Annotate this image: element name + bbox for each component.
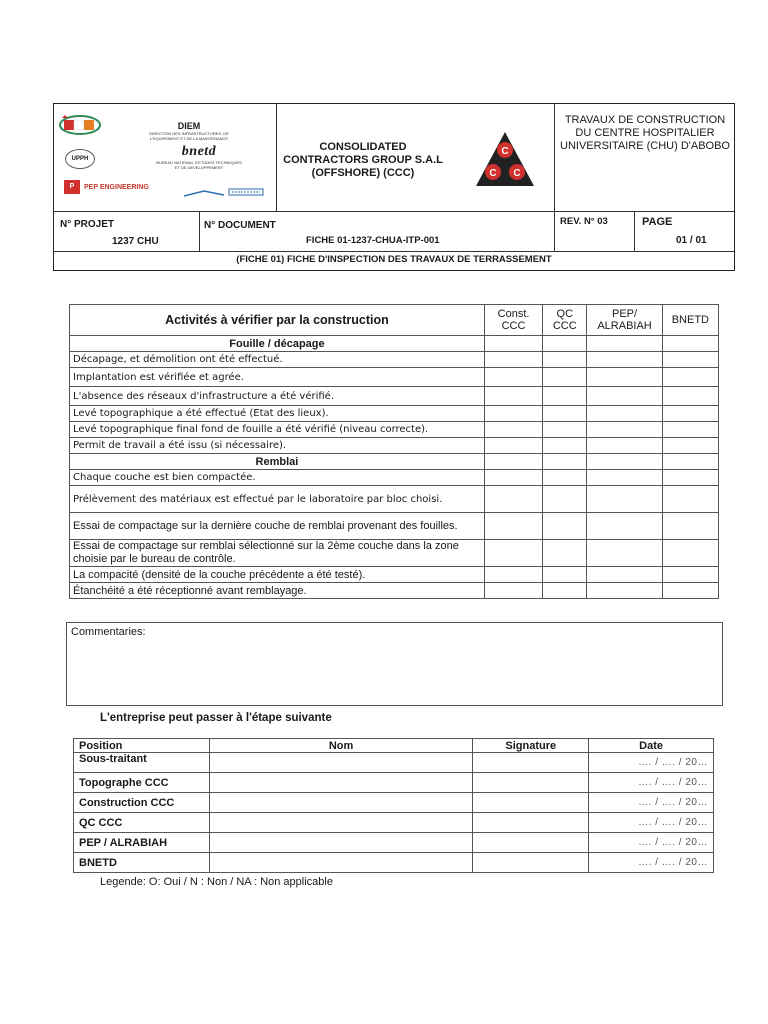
position-label: QC CCC <box>74 813 210 833</box>
nom-field[interactable] <box>209 833 472 853</box>
check-cell[interactable] <box>662 406 718 422</box>
legend: Legende: O: Oui / N : Non / NA : Non applicable <box>100 876 333 888</box>
ci-flag-logo <box>58 114 102 136</box>
signature-table <box>73 738 714 873</box>
check-cell[interactable] <box>484 583 542 599</box>
partner-logo <box>184 184 264 194</box>
activity-label: La compacité (densité de la couche précédente a été testé). <box>70 567 485 583</box>
col-qc: QC CCC <box>543 305 587 336</box>
table-row <box>70 583 719 599</box>
activity-label: Essai de compactage sur remblai sélectionné sur la 2ème couche dans la zone choisie par le bureau de contrôle. <box>70 540 485 567</box>
table-row <box>70 486 719 513</box>
col-const: Const. CCC <box>484 305 542 336</box>
project-title: TRAVAUX DE CONSTRUCTION DU CENTRE HOSPITALIER UNIVERSITAIRE (CHU) D'ABOBO <box>560 114 730 152</box>
nom-field[interactable] <box>209 753 472 773</box>
check-cell[interactable] <box>484 513 542 540</box>
check-cell[interactable] <box>587 438 662 454</box>
check-cell[interactable] <box>484 486 542 513</box>
activity-label: Étanchéité a été réceptionné avant remblayage. <box>70 583 485 599</box>
signature-row <box>74 793 714 813</box>
check-cell[interactable] <box>662 540 718 567</box>
check-cell[interactable] <box>484 406 542 422</box>
comments-label: Commentaries: <box>71 626 146 638</box>
signature-row <box>74 833 714 853</box>
signature-field[interactable] <box>473 773 589 793</box>
header-divider <box>276 104 277 211</box>
signature-field[interactable] <box>473 833 589 853</box>
check-cell[interactable] <box>484 352 542 368</box>
check-cell[interactable] <box>543 567 587 583</box>
activity-label: Implantation est vérifiée et agrée. <box>70 368 485 387</box>
page-value: 01 / 01 <box>676 235 707 246</box>
position-label: PEP / ALRABIAH <box>74 833 210 853</box>
date-field[interactable]: …. / …. / 20… <box>589 773 714 793</box>
next-step-statement: L'entreprise peut passer à l'étape suivante <box>100 712 332 724</box>
check-cell[interactable] <box>662 352 718 368</box>
signature-field[interactable] <box>473 753 589 773</box>
signature-row <box>74 753 714 773</box>
nom-field[interactable] <box>209 773 472 793</box>
col-position: Position <box>74 739 210 753</box>
header-divider <box>54 251 734 252</box>
check-cell[interactable] <box>662 513 718 540</box>
header-divider <box>634 211 635 251</box>
company-name: CONSOLIDATED CONTRACTORS GROUP S.A.L (OFFSHORE) (CCC) <box>283 141 443 179</box>
section-row <box>70 336 719 352</box>
activity-label: Chaque couche est bien compactée. <box>70 470 485 486</box>
page-label: PAGE <box>642 216 673 228</box>
table-row <box>70 406 719 422</box>
activity-label: Permit de travail a été issu (si nécessaire). <box>70 438 485 454</box>
col-pep: PEP/ ALRABIAH <box>587 305 662 336</box>
bnetd-logo: bnetd <box>181 144 217 159</box>
revision: REV. N° 03 <box>560 216 608 227</box>
table-row <box>70 513 719 540</box>
check-cell[interactable] <box>484 567 542 583</box>
activity-label: Levé topographique final fond de fouille a été vérifié (niveau correcte). <box>70 422 485 438</box>
diem-subtitle: DIRECTION DES INFRASTRUCTURES, DE L'EQUIPEMENT ET DE LA MAINTENANCE <box>149 131 229 141</box>
upph-logo: UPPH <box>65 149 95 169</box>
signature-row <box>74 853 714 873</box>
check-cell[interactable] <box>587 352 662 368</box>
activity-label: L'absence des réseaux d'infrastructure a été vérifié. <box>70 387 485 406</box>
comments-box[interactable] <box>66 622 723 706</box>
section-title-remblai: Remblai <box>70 454 485 470</box>
check-cell[interactable] <box>484 438 542 454</box>
svg-text:C: C <box>501 146 509 157</box>
col-activity: Activités à vérifier par la construction <box>70 305 485 336</box>
svg-text:C: C <box>489 168 497 179</box>
check-cell[interactable] <box>587 583 662 599</box>
check-cell[interactable] <box>484 387 542 406</box>
col-signature: Signature <box>473 739 589 753</box>
check-cell[interactable] <box>587 567 662 583</box>
col-date: Date <box>589 739 714 753</box>
position-label: Sous-traitant <box>74 753 210 773</box>
check-cell[interactable] <box>662 567 718 583</box>
check-cell[interactable] <box>662 470 718 486</box>
header-divider <box>554 104 555 211</box>
diem-logo: DIEM <box>177 121 201 131</box>
document-value: FICHE 01-1237-CHUA-ITP-001 <box>306 235 440 246</box>
signature-field[interactable] <box>473 853 589 873</box>
check-cell[interactable] <box>587 513 662 540</box>
check-cell[interactable] <box>543 438 587 454</box>
date-field[interactable]: …. / …. / 20… <box>589 853 714 873</box>
date-field[interactable]: …. / …. / 20… <box>589 833 714 853</box>
check-cell[interactable] <box>662 486 718 513</box>
position-label: Construction CCC <box>74 793 210 813</box>
date-field[interactable]: …. / …. / 20… <box>589 753 714 773</box>
signature-field[interactable] <box>473 813 589 833</box>
table-row <box>70 352 719 368</box>
bnetd-subtitle: BUREAU NATIONAL D'ETUDES TECHNIQUES ET DE DEVELOPPEMENT <box>156 160 242 170</box>
table-row <box>70 540 719 567</box>
nom-field[interactable] <box>209 793 472 813</box>
check-cell[interactable] <box>587 406 662 422</box>
table-header-row <box>70 305 719 336</box>
check-cell[interactable] <box>484 470 542 486</box>
check-cell[interactable] <box>543 513 587 540</box>
check-cell[interactable] <box>587 368 662 387</box>
fiche-title: (FICHE 01) FICHE D'INSPECTION DES TRAVAUX DE TERRASSEMENT <box>236 254 552 265</box>
position-label: Topographe CCC <box>74 773 210 793</box>
inspection-checklist <box>69 304 719 599</box>
check-cell[interactable] <box>543 540 587 567</box>
check-cell[interactable] <box>662 422 718 438</box>
check-cell[interactable] <box>543 368 587 387</box>
check-cell[interactable] <box>543 406 587 422</box>
check-cell[interactable] <box>587 387 662 406</box>
signature-header-row <box>74 739 714 753</box>
table-row <box>70 422 719 438</box>
svg-text:C: C <box>513 168 521 179</box>
table-row <box>70 567 719 583</box>
activity-label: Décapage, et démolition ont été effectué. <box>70 352 485 368</box>
col-bnetd: BNETD <box>662 305 718 336</box>
check-cell[interactable] <box>543 387 587 406</box>
col-nom: Nom <box>209 739 472 753</box>
section-row <box>70 454 719 470</box>
nom-field[interactable] <box>209 813 472 833</box>
projet-value: 1237 CHU <box>112 236 159 247</box>
table-row <box>70 387 719 406</box>
nom-field[interactable] <box>209 853 472 873</box>
section-title-fouille: Fouille / décapage <box>70 336 485 352</box>
header-divider <box>54 211 734 212</box>
pep-logo: PEP ENGINEERING <box>84 183 149 191</box>
table-row <box>70 368 719 387</box>
check-cell[interactable] <box>662 438 718 454</box>
check-cell[interactable] <box>484 422 542 438</box>
header-divider <box>199 211 200 251</box>
check-cell[interactable] <box>543 352 587 368</box>
check-cell[interactable] <box>587 540 662 567</box>
ccc-logo <box>474 130 536 188</box>
check-cell[interactable] <box>484 540 542 567</box>
check-cell[interactable] <box>543 470 587 486</box>
projet-label: N° PROJET <box>60 219 115 230</box>
signature-row <box>74 773 714 793</box>
check-cell[interactable] <box>662 387 718 406</box>
date-field[interactable]: …. / …. / 20… <box>589 793 714 813</box>
check-cell[interactable] <box>587 422 662 438</box>
activity-label: Levé topographique a été effectué (Etat des lieux). <box>70 406 485 422</box>
header-divider <box>554 211 555 251</box>
check-cell[interactable] <box>543 422 587 438</box>
check-cell[interactable] <box>587 470 662 486</box>
table-row <box>70 438 719 454</box>
signature-row <box>74 813 714 833</box>
table-row <box>70 470 719 486</box>
check-cell[interactable] <box>587 486 662 513</box>
document-label: N° DOCUMENT <box>204 220 276 231</box>
check-cell[interactable] <box>484 368 542 387</box>
document-header <box>53 103 735 271</box>
pep-logo-icon: P <box>64 180 80 194</box>
position-label: BNETD <box>74 853 210 873</box>
check-cell[interactable] <box>543 583 587 599</box>
check-cell[interactable] <box>662 368 718 387</box>
signature-field[interactable] <box>473 793 589 813</box>
check-cell[interactable] <box>543 486 587 513</box>
activity-label: Essai de compactage sur la dernière couche de remblai provenant des fouilles. <box>70 513 485 540</box>
activity-label: Prélèvement des matériaux est effectué par le laboratoire par bloc choisi. <box>70 486 485 513</box>
date-field[interactable]: …. / …. / 20… <box>589 813 714 833</box>
check-cell[interactable] <box>662 583 718 599</box>
